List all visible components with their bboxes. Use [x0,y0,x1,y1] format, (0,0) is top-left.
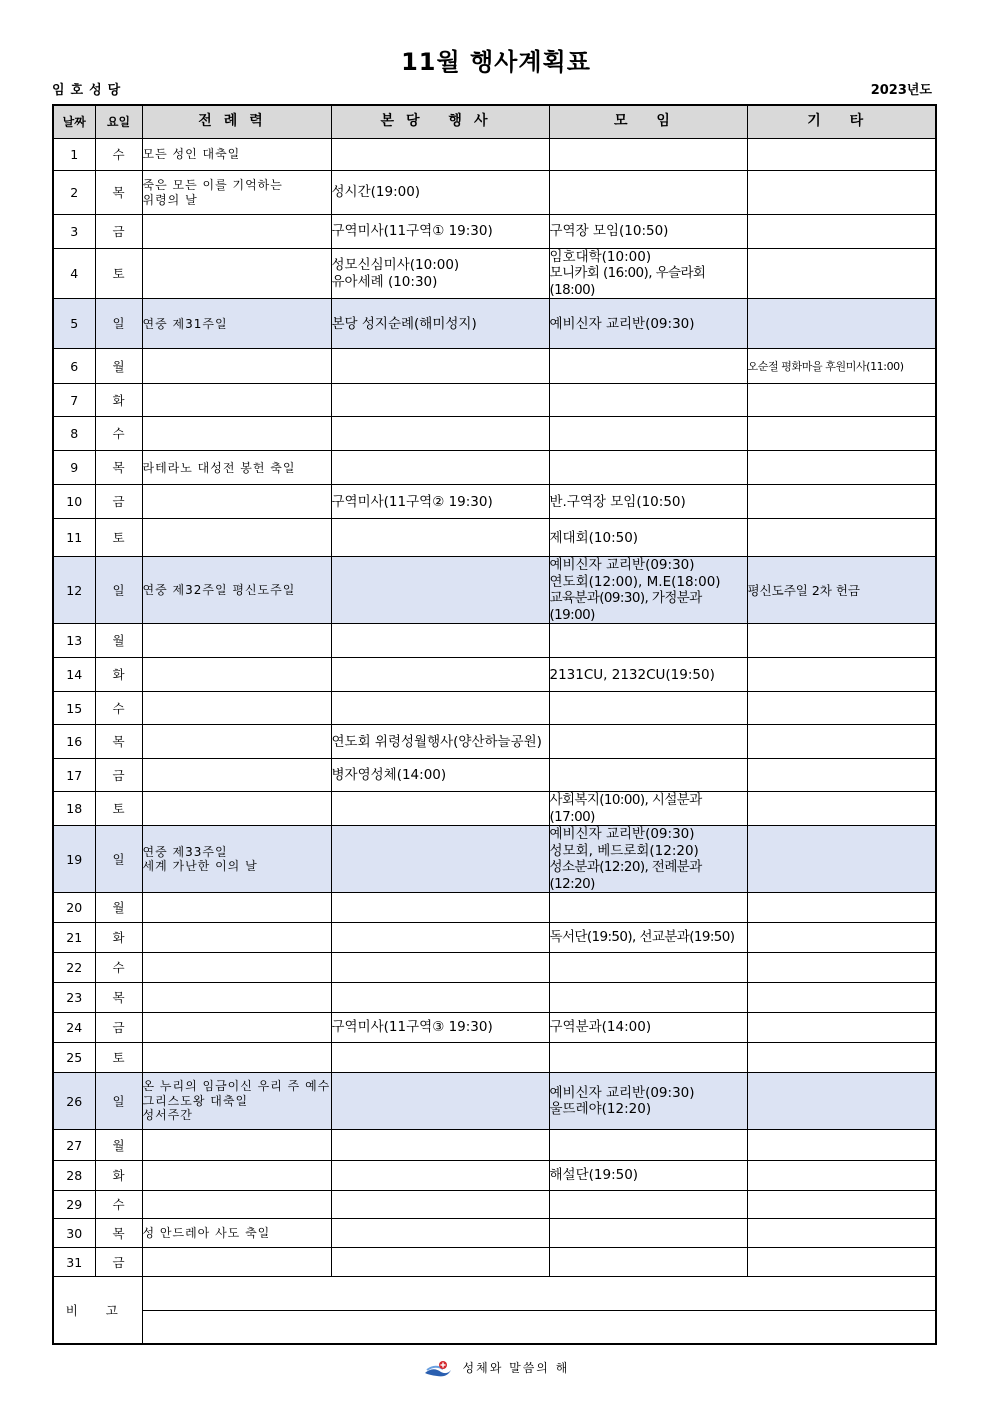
cell-liturgy [142,451,331,485]
meetings-line: 구역장 모임(10:50) [549,223,669,240]
cell-day: 18 [53,792,95,826]
cell-day: 27 [53,1130,95,1161]
cell-day: 3 [53,215,95,249]
cell-events [331,1248,549,1277]
cell-liturgy [142,658,331,692]
cell-events [331,759,549,792]
cell-liturgy [142,893,331,923]
table-row [53,725,936,759]
events-line: 성시간(19:00) [331,184,421,201]
col-weekday: 요일 [95,105,142,139]
cell-liturgy [142,1013,331,1043]
cell-weekday: 금 [95,485,142,519]
cell-events [331,1161,549,1191]
cell-day: 29 [53,1191,95,1219]
cell-other [747,417,936,451]
events-line: 유아세례 (10:30) [331,273,438,290]
cell-meetings [549,725,747,759]
cell-meetings [549,826,747,893]
cell-events [331,658,549,692]
table-row [53,349,936,384]
meetings-line: 임호대학(10:00) [549,249,652,265]
cell-weekday: 화 [95,384,142,417]
table-row [53,384,936,417]
table-row [53,893,936,923]
cell-other [747,1191,936,1219]
cell-liturgy [142,215,331,249]
meetings-line: 반.구역장 모임(10:50) [549,493,686,510]
cell-liturgy [142,1043,331,1073]
meetings-line: 교육분과(09:30), 가정분과(19:00) [549,590,702,623]
cell-weekday: 수 [95,417,142,451]
cell-weekday: 금 [95,215,142,249]
footer [0,1359,992,1378]
cell-weekday: 수 [95,953,142,983]
cell-day: 13 [53,624,95,658]
cell-other [747,384,936,417]
cell-weekday: 화 [95,658,142,692]
cell-day: 11 [53,519,95,557]
footer-text: 성체와 말씀의 해 [462,1361,570,1375]
cell-meetings [549,983,747,1013]
cell-meetings [549,139,747,171]
cell-other [747,923,936,953]
cell-meetings [549,1130,747,1161]
cell-meetings [549,658,747,692]
cell-liturgy [142,417,331,451]
note-label: 비 고 [53,1277,142,1345]
cell-other [747,1219,936,1248]
cell-liturgy [142,759,331,792]
meetings-line: 예비신자 교리반(09:30) [549,557,695,574]
cell-day: 25 [53,1043,95,1073]
cell-weekday: 목 [95,451,142,485]
note-row-2 [53,1311,936,1345]
cell-other [747,1013,936,1043]
cell-weekday: 목 [95,983,142,1013]
liturgy-line: 그리스도왕 대축일 [142,1093,249,1108]
liturgy-line: 죽은 모든 이를 기억하는 [142,177,283,192]
cell-liturgy [142,692,331,725]
cell-meetings [549,171,747,215]
cell-weekday: 수 [95,692,142,725]
cell-events [331,1013,549,1043]
table-row [53,1248,936,1277]
cell-meetings [549,759,747,792]
cell-other [747,299,936,349]
events-line: 구역미사(11구역② 19:30) [331,493,493,510]
cell-liturgy [142,624,331,658]
cell-events [331,1043,549,1073]
cell-day: 1 [53,139,95,171]
cell-weekday: 목 [95,1219,142,1248]
liturgy-line: 성 안드레아 사도 축일 [142,1225,271,1240]
cell-other: 평신도주일 2차 헌금 [747,557,936,624]
meetings-line: 예비신자 교리반(09:30) [549,1084,695,1101]
cell-events [331,299,549,349]
cell-meetings [549,1043,747,1073]
cell-day: 14 [53,658,95,692]
cell-other [747,826,936,893]
cell-meetings [549,1191,747,1219]
col-events: 본당 행사 [331,105,549,139]
cell-day: 12 [53,557,95,624]
table-row [53,1219,936,1248]
cell-day: 22 [53,953,95,983]
cell-other [747,624,936,658]
cell-liturgy [142,1161,331,1191]
cell-weekday: 일 [95,1073,142,1130]
cell-day: 16 [53,725,95,759]
cell-weekday: 일 [95,826,142,893]
cell-weekday: 토 [95,519,142,557]
cell-weekday: 수 [95,1191,142,1219]
cell-liturgy [142,725,331,759]
cell-other [747,692,936,725]
cell-events [331,1191,549,1219]
meetings-line: 성소분과(12:20), 전례분과(12:20) [549,859,702,892]
cell-liturgy [142,1248,331,1277]
meetings-line: 2131CU, 2132CU(19:50) [549,666,715,683]
liturgy-line: 연중 제31주일 [142,316,228,331]
cell-day: 15 [53,692,95,725]
cell-events [331,349,549,384]
cell-weekday: 목 [95,171,142,215]
table-row [53,139,936,171]
table-row [53,451,936,485]
cell-weekday: 월 [95,349,142,384]
cell-other [747,519,936,557]
meetings-line: 모니카회 (16:00), 우슬라회 (18:00) [549,265,706,298]
table-row [53,249,936,299]
cell-meetings [549,451,747,485]
table-row [53,171,936,215]
events-line: 구역미사(11구역① 19:30) [331,223,493,240]
events-line: 구역미사(11구역③ 19:30) [331,1019,493,1036]
cell-weekday: 금 [95,1013,142,1043]
liturgy-line: 성서주간 [142,1108,193,1123]
cell-meetings [549,417,747,451]
cell-meetings [549,923,747,953]
events-line: 본당 성지순례(해미성지) [331,315,477,332]
cell-other [747,1248,936,1277]
cell-events [331,983,549,1013]
header-row [53,105,936,139]
col-liturgy: 전례력 [142,105,331,139]
cell-meetings [549,1248,747,1277]
cell-liturgy [142,1073,331,1130]
cell-other [747,1130,936,1161]
table-row [53,792,936,826]
meetings-line: 성모회, 베드로회(12:20) [549,842,699,859]
meetings-line: 울뜨레야(12:20) [549,1101,652,1118]
events-line: 연도회 위령성월행사(양산하늘공원) [331,733,542,750]
meetings-line: 예비신자 교리반(09:30) [549,315,695,332]
meetings-line: 사회복지(10:00), 시설분과(17:00) [549,792,702,825]
table-row [53,1191,936,1219]
cell-meetings [549,249,747,299]
liturgy-line: 세계 가난한 이의 날 [142,859,258,874]
cell-weekday: 금 [95,1248,142,1277]
cell-day: 19 [53,826,95,893]
cell-other [747,249,936,299]
cell-day: 20 [53,893,95,923]
cell-weekday: 화 [95,1161,142,1191]
cell-weekday: 토 [95,249,142,299]
table-row [53,1073,936,1130]
cell-day: 8 [53,417,95,451]
cell-meetings [549,349,747,384]
cell-weekday: 일 [95,299,142,349]
table-row [53,759,936,792]
cell-liturgy [142,349,331,384]
page-title: 11월 행사계획표 [401,48,591,76]
cell-events [331,215,549,249]
cell-other [747,1161,936,1191]
table-row [53,953,936,983]
note-row [53,1277,936,1311]
table-row [53,1043,936,1073]
cell-other [747,983,936,1013]
cell-liturgy [142,519,331,557]
cell-events [331,792,549,826]
cell-weekday: 월 [95,1130,142,1161]
cell-meetings [549,557,747,624]
cell-meetings [549,1219,747,1248]
table-row [53,519,936,557]
cell-other [747,215,936,249]
cell-other [747,759,936,792]
cell-day: 28 [53,1161,95,1191]
table-row [53,624,936,658]
cell-meetings [549,792,747,826]
cell-liturgy [142,139,331,171]
cell-other [747,792,936,826]
cell-events [331,451,549,485]
cell-other [747,451,936,485]
table-row [53,1161,936,1191]
cell-weekday: 금 [95,759,142,792]
cell-day: 17 [53,759,95,792]
table-row [53,983,936,1013]
table-row [53,299,936,349]
cell-other: 오순절 평화마을 후원미사(11:00) [747,349,936,384]
table-row [53,1013,936,1043]
cell-events [331,1130,549,1161]
cell-other [747,1073,936,1130]
cell-day: 23 [53,983,95,1013]
cell-liturgy [142,384,331,417]
cell-liturgy [142,1219,331,1248]
cell-events [331,953,549,983]
cell-events [331,519,549,557]
col-day: 날짜 [53,105,95,139]
cell-liturgy [142,171,331,215]
cell-liturgy [142,983,331,1013]
cell-liturgy [142,249,331,299]
cell-events [331,249,549,299]
liturgy-line: 온 누리의 임금이신 우리 주 예수 [142,1079,331,1094]
table-row [53,826,936,893]
cell-liturgy [142,485,331,519]
cell-other [747,893,936,923]
cell-liturgy [142,792,331,826]
cell-day: 9 [53,451,95,485]
meetings-line: 독서단(19:50), 선교분과(19:50) [549,929,735,946]
cell-liturgy [142,923,331,953]
cell-day: 4 [53,249,95,299]
liturgy-line: 위령의 날 [142,192,198,207]
liturgy-line: 연중 제33주일 [142,844,228,859]
cell-events [331,826,549,893]
cell-other [747,139,936,171]
table-row [53,923,936,953]
cell-meetings [549,1073,747,1130]
cell-meetings [549,215,747,249]
cell-day: 26 [53,1073,95,1130]
cell-meetings [549,953,747,983]
cell-liturgy [142,1191,331,1219]
cell-meetings [549,384,747,417]
cell-events [331,692,549,725]
cell-liturgy [142,826,331,893]
cell-meetings [549,299,747,349]
schedule-table [52,104,937,1345]
cell-weekday: 월 [95,624,142,658]
table-row [53,215,936,249]
table-row [53,1130,936,1161]
cell-weekday: 수 [95,139,142,171]
cell-meetings [549,893,747,923]
liturgy-line: 모든 성인 대축일 [142,147,241,162]
cell-events [331,1073,549,1130]
cell-weekday: 목 [95,725,142,759]
note-line-2[interactable] [142,1311,936,1345]
cell-events [331,139,549,171]
cell-day: 6 [53,349,95,384]
meetings-line: 연도회(12:00), M.E(18:00) [549,573,721,590]
cell-meetings [549,692,747,725]
cell-other [747,658,936,692]
meetings-line: 해설단(19:50) [549,1167,639,1184]
table-row [53,485,936,519]
cell-liturgy [142,557,331,624]
cell-other [747,725,936,759]
events-line: 병자영성체(14:00) [331,767,447,784]
cell-other [747,953,936,983]
cell-events [331,417,549,451]
cell-events [331,893,549,923]
cell-meetings [549,485,747,519]
cell-day: 10 [53,485,95,519]
cell-other [747,1043,936,1073]
cell-liturgy [142,1130,331,1161]
col-meetings: 모 임 [549,105,747,139]
cell-meetings [549,1013,747,1043]
cell-events [331,485,549,519]
meetings-line: 구역분과(14:00) [549,1019,652,1036]
year-label: 2023년도 [870,83,932,98]
cell-day: 31 [53,1248,95,1277]
table-row [53,417,936,451]
cell-weekday: 토 [95,1043,142,1073]
col-other: 기 타 [747,105,936,139]
logo-icon [423,1360,453,1378]
cell-events [331,725,549,759]
note-line-1[interactable] [142,1277,936,1311]
cell-liturgy [142,299,331,349]
cell-day: 7 [53,384,95,417]
events-line: 성모신심미사(10:00) [331,257,460,274]
cell-events [331,923,549,953]
parish-name: 임호성당 [52,83,127,98]
cell-events [331,1219,549,1248]
cell-meetings [549,519,747,557]
cell-liturgy [142,953,331,983]
cell-weekday: 월 [95,893,142,923]
cell-weekday: 토 [95,792,142,826]
cell-day: 24 [53,1013,95,1043]
cell-weekday: 화 [95,923,142,953]
table-row [53,692,936,725]
cell-events [331,624,549,658]
cell-events [331,171,549,215]
table-row [53,557,936,624]
cell-meetings [549,1161,747,1191]
cell-day: 21 [53,923,95,953]
cell-events [331,384,549,417]
cell-other [747,485,936,519]
cell-weekday: 일 [95,557,142,624]
meetings-line: 제대회(10:50) [549,529,639,546]
cell-day: 30 [53,1219,95,1248]
meetings-line: 예비신자 교리반(09:30) [549,826,695,843]
cell-day: 5 [53,299,95,349]
liturgy-line: 라테라노 대성전 봉헌 축일 [142,460,296,475]
cell-events [331,557,549,624]
table-row [53,658,936,692]
liturgy-line: 연중 제32주일 평신도주일 [142,583,296,598]
cell-day: 2 [53,171,95,215]
cell-meetings [549,624,747,658]
cell-other [747,171,936,215]
